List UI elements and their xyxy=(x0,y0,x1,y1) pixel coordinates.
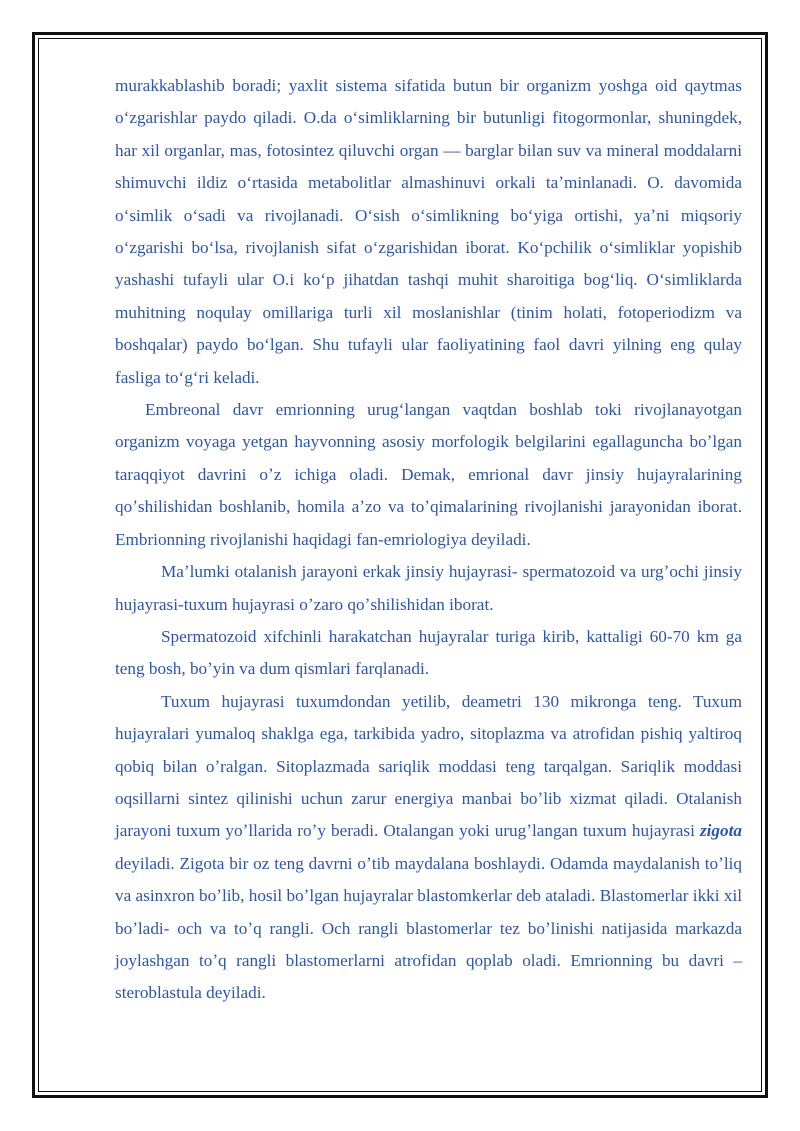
paragraph-egg-cell xyxy=(115,686,742,1010)
egg-cell-text-end: deyiladi. Zigota bir oz teng davrni oʼtib maydalana boshlaydi. Odamda maydalanish toʼliq va asinxron boʼlib, hosil boʼlgan hujayralar blastomkerlar deb ataladi. Blastomerlar ikki xil boʼladi- och va toʼq rangli. Och rangli blastomerlar tez boʼlinishi natijasida markazda joylashgan toʼq rangli blastomerlarni atrofidan qoplab oladi. Emrionning bu davri –steroblastula deyiladi. xyxy=(115,853,742,1003)
term-zigota: zigota xyxy=(699,821,742,841)
paragraph-plant-development: murakkablashib boradi; yaxlit sistema sifatida butun bir organizm yoshga oid qaytmas oʻzgarishlar paydo qiladi. O.da oʻsimliklarning bir butunligi fitogormonlar, shuningdek, har xil organlar, mas, fotosintez qiluvchi organ — barglar bilan suv va mineral moddalarni shimuvchi ildiz oʻrtasida metabolitlar almashinuvi orkali taʼminlanadi. O. davomida oʻsimlik oʻsadi va rivojlanadi. Oʻsish oʻsimlikning boʻyiga ortishi, yaʼni miqsoriy oʻzgarishi boʻlsa, rivojlanish sifat oʻzgarishidan iborat. Koʻpchilik oʻsimliklar yopishib yashashi tufayli ular O.i koʻp jihatdan tashqi muhit sharoitiga bogʻliq. Oʻsimliklarda muhitning noqulay omillariga turli xil moslanishlar (tinim holati, fotoperiodizm va boshqalar) paydo boʻlgan. Shu tufayli ular faoliyatining faol davri yilning eng qulay fasliga toʻgʻri keladi. xyxy=(115,76,742,387)
paragraph-embryonic-period: Embreonal davr emrionning urugʻlangan vaqtdan boshlab toki rivojlanayotgan organizm voyaga yetgan hayvonning asosiy morfologik belgilarini egallaguncha boʼlgan taraqqiyot davrini oʼz ichiga oladi. Demak, emrional davr jinsiy hujayralarining qoʼshilishidan boshlanib, homila aʼzo va toʼqimalarining rivojlanishi jarayonidan iborat. Embrionning rivojlanishi haqidagi fan-emriologiya deyiladi. xyxy=(115,400,742,549)
document-body xyxy=(115,70,742,1010)
paragraph-spermatozoid: Spermatozoid xifchinli harakatchan hujayralar turiga kirib, kattaligi 60-70 km ga teng bosh, boʼyin va dum qismlari farqlanadi. xyxy=(115,626,742,679)
egg-cell-text-start: Tuxum hujayrasi tuxumdondan yetilib, deametri 130 mikronga teng. Tuxum hujayralari yumaloq shaklga ega, tarkibida yadro, sitoplazma va atrofidan pishiq yaltiroq qobiq bilan oʼralgan. Sitoplazmada sariqlik moddasi teng tarqalgan. Sariqlik moddasi oqsillarni sintez qilinishi uchun zarur energiya manbai boʼlib xizmat qiladi. Otalanish jarayoni tuxum yoʼllarida roʼy beradi. Otalangan yoki urugʼlangan tuxum hujayrasi xyxy=(115,691,742,841)
paragraph-fertilization: Maʼlumki otalanish jarayoni erkak jinsiy hujayrasi- spermatozoid va urgʼochi jinsiy hujayrasi-tuxum hujayrasi oʼzaro qoʼshilishidan iborat. xyxy=(115,562,742,614)
